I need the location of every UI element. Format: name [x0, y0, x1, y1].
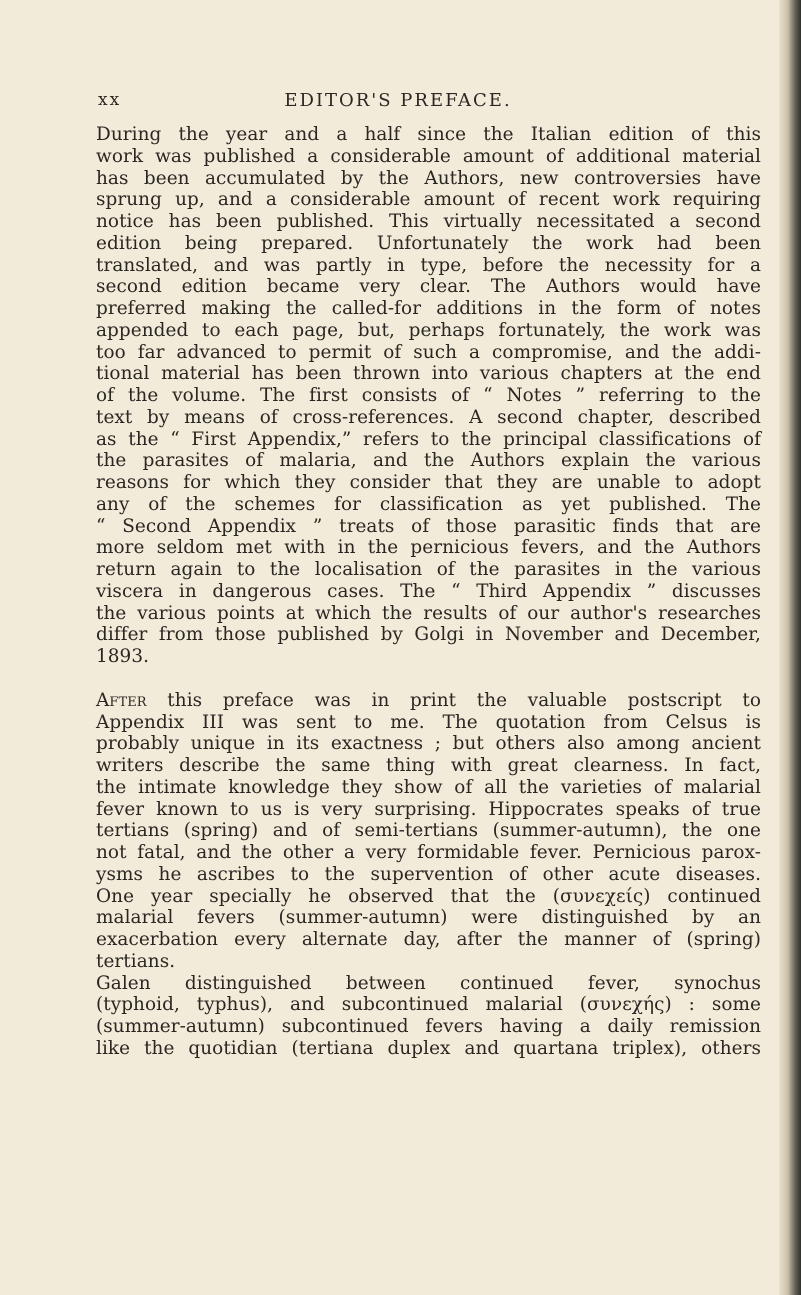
text-line: like the quotidian (tertiana duplex and quartana triplex), others	[96, 1037, 761, 1059]
text-line-first	[96, 690, 761, 712]
text-line: as the “ First Appendix,” refers to the principal classifications of	[96, 428, 761, 450]
text-line: (summer-autumn) subcontinued fevers having a daily remission	[96, 1016, 761, 1037]
text-line: the various points at which the results of our author's researches	[96, 602, 761, 624]
text-line: notice has been published. This virtually necessitated a second	[96, 211, 761, 232]
text-line: too far advanced to permit of such a compromise, and the addi-	[96, 341, 761, 363]
text-line: sprung up, and a considerable amount of recent work requiring	[96, 189, 761, 211]
text-line: (typhoid, typhus), and subcontinued malarial (συνεχής) : some	[96, 994, 761, 1016]
text-line: One year specially he observed that the (συνεχείς) continued	[96, 885, 761, 907]
text-line: fever known to us is very surprising. Hippocrates speaks of true	[96, 798, 761, 820]
text-line: 1893.	[96, 646, 150, 667]
text-line: work was published a considerable amount of additional material	[96, 145, 761, 167]
text-line: of the volume. The first consists of “ Notes ” referring to the	[96, 385, 761, 406]
text-line: viscera in dangerous cases. The “ Third Appendix ” discusses	[96, 580, 761, 602]
text-line-rest: this preface was in print the valuable postscript to	[146, 689, 761, 711]
text-line: reasons for which they consider that they are unable to adopt	[96, 472, 761, 493]
page-edge-shadow	[779, 0, 801, 1295]
body-text	[96, 124, 761, 1060]
text-line: tertians.	[96, 950, 176, 972]
text-line: preferred making the called-for additions in the form of notes	[96, 298, 761, 319]
text-line: return again to the localisation of the parasites in the various	[96, 559, 761, 580]
text-line: the parasites of malaria, and the Authors explain the various	[96, 450, 761, 472]
text-line: text by means of cross-references. A second chapter, described	[96, 406, 761, 428]
text-line: tertians (spring) and of semi-tertians (summer-autumn), the one	[96, 820, 761, 842]
text-line: appended to each page, but, perhaps fortunately, the work was	[96, 319, 761, 341]
text-line: Galen distinguished between continued fever, synochus	[96, 972, 761, 994]
paragraph-editions	[96, 124, 761, 668]
text-line: malarial fevers (summer-autumn) were distinguished by an	[96, 907, 761, 929]
drop-word: After	[96, 689, 147, 711]
text-line: tional material has been thrown into various chapters at the end	[96, 363, 761, 385]
text-line: translated, and was partly in type, before the necessity for a	[96, 254, 761, 276]
page-header	[98, 90, 698, 114]
text-line: any of the schemes for classification as yet published. The	[96, 493, 761, 515]
text-line: has been accumulated by the Authors, new controversies have	[96, 167, 761, 189]
paragraph-postscript	[96, 690, 761, 1060]
text-line: differ from those published by Golgi in November and December,	[96, 624, 761, 646]
text-line: not fatal, and the other a very formidable fever. Pernicious parox-	[96, 842, 761, 863]
text-line: second edition became very clear. The Authors would have	[96, 276, 761, 298]
text-line: probably unique in its exactness ; but others also among ancient	[96, 733, 761, 755]
text-line: the intimate knowledge they show of all the varieties of malarial	[96, 776, 761, 798]
page-number: xx	[98, 90, 122, 110]
paragraph-gap	[96, 668, 761, 690]
text-line: ysms he ascribes to the supervention of other acute diseases.	[96, 863, 761, 885]
text-line: “ Second Appendix ” treats of those parasitic finds that are	[96, 515, 761, 537]
text-line: During the year and a half since the Italian edition of this	[96, 124, 761, 145]
text-line: edition being prepared. Unfortunately the work had been	[96, 232, 761, 254]
text-line: exacerbation every alternate day, after the manner of (spring)	[96, 929, 761, 950]
text-line: Appendix III was sent to me. The quotation from Celsus is	[96, 711, 761, 733]
text-line: more seldom met with in the pernicious fevers, and the Authors	[96, 537, 761, 559]
text-line: writers describe the same thing with great clearness. In fact,	[96, 755, 761, 776]
running-head: EDITOR'S PREFACE.	[284, 90, 512, 111]
